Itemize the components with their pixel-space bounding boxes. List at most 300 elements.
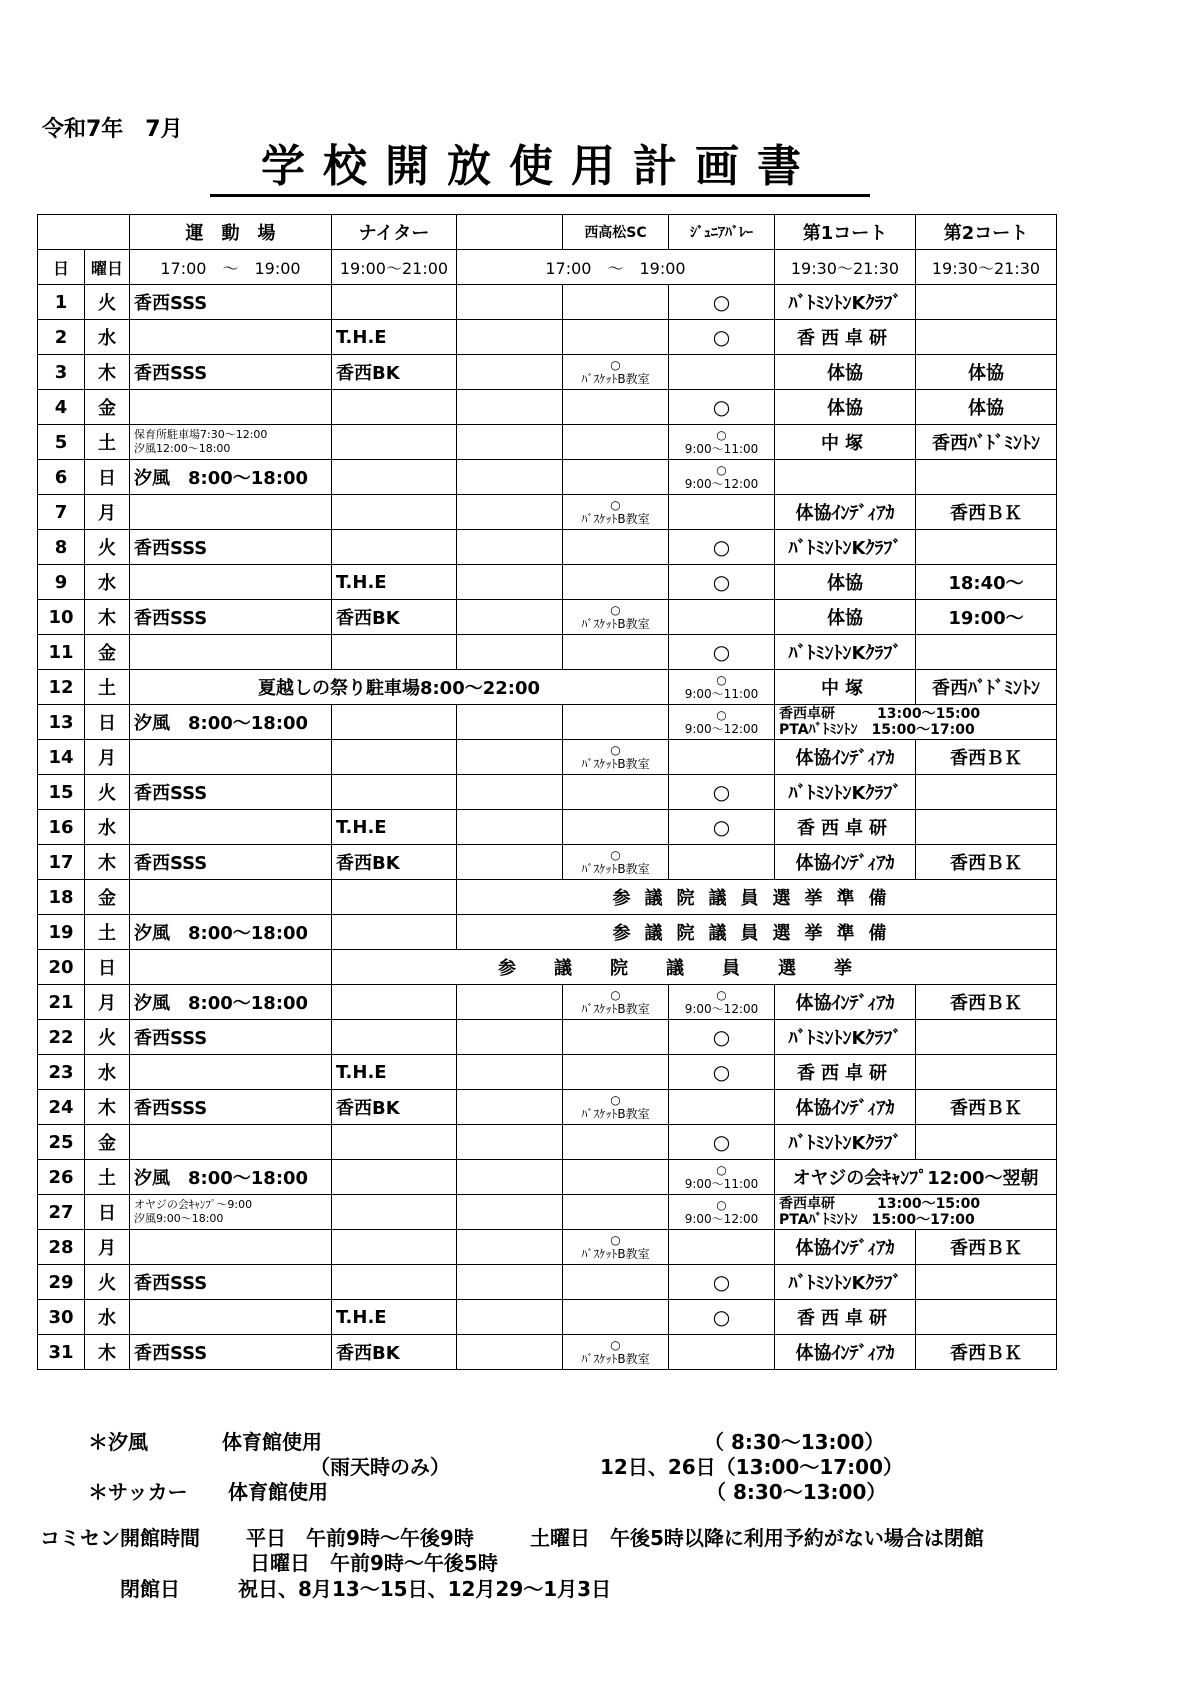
court-line: 香西卓研 13:00～15:00 bbox=[779, 1196, 981, 1212]
circle-mark: ○ bbox=[712, 1305, 731, 1329]
day-of-week: 水 bbox=[85, 1300, 130, 1335]
court1-cell: ﾊﾞﾄﾐﾝﾄﾝKｸﾗﾌﾞ bbox=[775, 1020, 916, 1055]
note-shiokaze-use: 体育館使用 bbox=[222, 1430, 322, 1454]
note-sunday: 日曜日 午前9時～午後5時 bbox=[250, 1551, 498, 1575]
day-number: 18 bbox=[38, 880, 85, 915]
day-number: 28 bbox=[38, 1230, 85, 1265]
note-weekday: 平日 午前9時～午後9時 bbox=[246, 1526, 474, 1550]
undojo-cell: 汐風 8:00～18:00 bbox=[130, 460, 332, 495]
table-row bbox=[38, 950, 1057, 985]
court2-cell bbox=[916, 1020, 1057, 1055]
court1-cell: 体協 bbox=[775, 355, 916, 390]
day-number: 4 bbox=[38, 390, 85, 425]
naita-cell bbox=[332, 285, 457, 320]
day-number: 29 bbox=[38, 1265, 85, 1300]
circle-mark: ○ bbox=[712, 395, 731, 419]
junior-cell bbox=[669, 1055, 775, 1090]
table-row bbox=[38, 740, 1057, 775]
undojo-cell bbox=[130, 880, 332, 915]
note-soccer-time: （ 8:30～13:00） bbox=[706, 1480, 887, 1504]
circle-mark: ○ bbox=[712, 325, 731, 349]
page-title: 学校開放使用計画書 bbox=[210, 140, 870, 197]
nishitakamatsu-cell bbox=[563, 495, 669, 530]
nishitakamatsu-cell bbox=[563, 810, 669, 845]
court2-cell: 香西ＢＫ bbox=[916, 495, 1057, 530]
court2-cell: 香西ﾊﾞﾄﾞﾐﾝﾄﾝ bbox=[916, 425, 1057, 460]
blank-cell bbox=[457, 740, 563, 775]
blank-cell bbox=[457, 1090, 563, 1125]
col-nishitakamatsu: 西高松SC bbox=[563, 215, 669, 250]
junior-cell bbox=[669, 635, 775, 670]
table-row bbox=[38, 1160, 1057, 1195]
junior-cell bbox=[669, 1195, 775, 1230]
day-number: 10 bbox=[38, 600, 85, 635]
nishitakamatsu-cell bbox=[563, 425, 669, 460]
circle-mark: ○ bbox=[610, 743, 621, 757]
day-of-week: 金 bbox=[85, 880, 130, 915]
court1-cell: 香西卓研 bbox=[775, 810, 916, 845]
note-soccer-label: ＊サッカー bbox=[88, 1480, 188, 1504]
day-of-week: 金 bbox=[85, 635, 130, 670]
junior-cell bbox=[669, 670, 775, 705]
junior-cell bbox=[669, 565, 775, 600]
nishitakamatsu-cell bbox=[563, 705, 669, 740]
junior-time: 9:00～12:00 bbox=[684, 1212, 759, 1226]
nishitakamatsu-cell bbox=[563, 1090, 669, 1125]
junior-cell bbox=[669, 1020, 775, 1055]
junior-cell bbox=[669, 985, 775, 1020]
blank-cell bbox=[457, 565, 563, 600]
undojo-cell bbox=[130, 1230, 332, 1265]
nishitakamatsu-cell bbox=[563, 355, 669, 390]
table-row bbox=[38, 460, 1057, 495]
circle-mark: ○ bbox=[712, 570, 731, 594]
blank-cell bbox=[457, 775, 563, 810]
table-row bbox=[38, 705, 1057, 740]
naita-cell bbox=[332, 705, 457, 740]
naita-cell: T.H.E bbox=[332, 320, 457, 355]
naita-cell bbox=[332, 530, 457, 565]
court2-time: 19:30～21:30 bbox=[916, 250, 1057, 285]
court2-cell: 香西ＢＫ bbox=[916, 1090, 1057, 1125]
day-number: 16 bbox=[38, 810, 85, 845]
table-row bbox=[38, 775, 1057, 810]
nishitakamatsu-cell bbox=[563, 1125, 669, 1160]
junior-cell bbox=[669, 390, 775, 425]
circle-mark: ○ bbox=[610, 358, 621, 372]
junior-cell bbox=[669, 1090, 775, 1125]
undojo-cell: 香西SSS bbox=[130, 285, 332, 320]
undojo-cell bbox=[130, 635, 332, 670]
day-of-week: 土 bbox=[85, 670, 130, 705]
junior-cell bbox=[669, 1300, 775, 1335]
undojo-cell bbox=[130, 425, 332, 460]
table-row bbox=[38, 1195, 1057, 1230]
court1-cell: 体協 bbox=[775, 390, 916, 425]
blank-cell bbox=[457, 425, 563, 460]
circle-mark: ○ bbox=[610, 1093, 621, 1107]
day-number: 11 bbox=[38, 635, 85, 670]
basket-label: ﾊﾞｽｹｯﾄB教室 bbox=[581, 1107, 650, 1121]
col-blank bbox=[457, 215, 563, 250]
gym-time: 17:00 ～ 19:00 bbox=[457, 250, 775, 285]
court1-cell: 中塚 bbox=[775, 425, 916, 460]
blank-cell bbox=[457, 635, 563, 670]
junior-cell bbox=[669, 355, 775, 390]
note-rain: （雨天時のみ） bbox=[310, 1455, 450, 1479]
nishitakamatsu-cell bbox=[563, 1195, 669, 1230]
court2-cell: 体協 bbox=[916, 390, 1057, 425]
table-row bbox=[38, 1090, 1057, 1125]
day-of-week: 水 bbox=[85, 565, 130, 600]
nishitakamatsu-cell bbox=[563, 1300, 669, 1335]
court1-cell: ﾊﾞﾄﾐﾝﾄﾝKｸﾗﾌﾞ bbox=[775, 635, 916, 670]
table-row bbox=[38, 285, 1057, 320]
undojo-line: 汐風12:00～18:00 bbox=[134, 442, 231, 455]
table-row bbox=[38, 390, 1057, 425]
junior-cell bbox=[669, 775, 775, 810]
circle-mark: ○ bbox=[610, 1233, 621, 1247]
court1-cell: 香西卓研 bbox=[775, 320, 916, 355]
day-number: 17 bbox=[38, 845, 85, 880]
circle-mark: ○ bbox=[712, 780, 731, 804]
naita-cell bbox=[332, 1265, 457, 1300]
day-number: 24 bbox=[38, 1090, 85, 1125]
header-row bbox=[38, 215, 1057, 250]
undojo-cell: 香西SSS bbox=[130, 1335, 332, 1370]
undojo-cell bbox=[130, 320, 332, 355]
court-line: PTAﾊﾞﾄﾐﾝﾄﾝ 15:00～17:00 bbox=[779, 1212, 975, 1228]
circle-mark: ○ bbox=[610, 498, 621, 512]
naita-cell bbox=[332, 1125, 457, 1160]
day-of-week: 火 bbox=[85, 530, 130, 565]
junior-cell bbox=[669, 495, 775, 530]
naita-cell bbox=[332, 1195, 457, 1230]
blank-cell bbox=[457, 1265, 563, 1300]
court1-cell: ﾊﾞﾄﾐﾝﾄﾝKｸﾗﾌﾞ bbox=[775, 285, 916, 320]
basket-label: ﾊﾞｽｹｯﾄB教室 bbox=[581, 862, 650, 876]
day-of-week: 水 bbox=[85, 1055, 130, 1090]
undojo-cell bbox=[130, 1055, 332, 1090]
circle-mark: ○ bbox=[610, 988, 621, 1002]
junior-time: 9:00～12:00 bbox=[684, 1002, 759, 1016]
undojo-cell: 香西SSS bbox=[130, 1020, 332, 1055]
court1-cell: 体協 bbox=[775, 565, 916, 600]
senkyo-junbi-cell: 参議院議員選挙準備 bbox=[457, 915, 1057, 950]
undojo-cell: 汐風 8:00～18:00 bbox=[130, 915, 332, 950]
day-number: 19 bbox=[38, 915, 85, 950]
day-of-week: 土 bbox=[85, 915, 130, 950]
court-span-cell: オヤジの会ｷｬﾝﾌﾟ12:00～翌朝 bbox=[775, 1160, 1057, 1195]
naita-cell bbox=[332, 425, 457, 460]
table-row bbox=[38, 1300, 1057, 1335]
day-of-week: 水 bbox=[85, 320, 130, 355]
day-number: 1 bbox=[38, 285, 85, 320]
day-number: 30 bbox=[38, 1300, 85, 1335]
table-row bbox=[38, 355, 1057, 390]
day-header: 日 bbox=[38, 250, 85, 285]
blank-cell bbox=[457, 320, 563, 355]
note-rain-time: 12日、26日（13:00～17:00） bbox=[600, 1455, 903, 1479]
junior-cell bbox=[669, 530, 775, 565]
day-of-week: 木 bbox=[85, 1090, 130, 1125]
court2-cell bbox=[916, 530, 1057, 565]
naita-cell bbox=[332, 1020, 457, 1055]
blank-cell bbox=[457, 1160, 563, 1195]
nishitakamatsu-cell bbox=[563, 635, 669, 670]
nishitakamatsu-cell bbox=[563, 530, 669, 565]
era-month: 令和7年 7月 bbox=[42, 117, 183, 142]
nishitakamatsu-cell bbox=[563, 1160, 669, 1195]
day-of-week: 木 bbox=[85, 845, 130, 880]
court2-cell bbox=[916, 1265, 1057, 1300]
day-of-week: 金 bbox=[85, 390, 130, 425]
nishitakamatsu-cell bbox=[563, 985, 669, 1020]
circle-mark: ○ bbox=[610, 603, 621, 617]
nishitakamatsu-cell bbox=[563, 1020, 669, 1055]
court2-cell bbox=[916, 775, 1057, 810]
court2-cell: 体協 bbox=[916, 355, 1057, 390]
undojo-cell: 香西SSS bbox=[130, 845, 332, 880]
court1-cell: 体協ｲﾝﾃﾞｨｱｶ bbox=[775, 1090, 916, 1125]
day-of-week: 水 bbox=[85, 810, 130, 845]
blank-cell bbox=[457, 1020, 563, 1055]
naita-cell bbox=[332, 460, 457, 495]
day-of-week: 火 bbox=[85, 1020, 130, 1055]
nishitakamatsu-cell bbox=[563, 775, 669, 810]
day-number: 14 bbox=[38, 740, 85, 775]
court1-cell: 体協ｲﾝﾃﾞｨｱｶ bbox=[775, 985, 916, 1020]
court2-cell: 香西ＢＫ bbox=[916, 1230, 1057, 1265]
note-soccer-use: 体育館使用 bbox=[228, 1480, 328, 1504]
nishitakamatsu-cell bbox=[563, 1265, 669, 1300]
nishitakamatsu-cell bbox=[563, 1230, 669, 1265]
blank-cell bbox=[457, 1230, 563, 1265]
court1-time: 19:30～21:30 bbox=[775, 250, 916, 285]
undojo-cell: 香西SSS bbox=[130, 355, 332, 390]
junior-cell bbox=[669, 845, 775, 880]
table-row bbox=[38, 985, 1057, 1020]
senkyo-junbi-cell: 参議院議員選挙準備 bbox=[457, 880, 1057, 915]
day-of-week: 木 bbox=[85, 355, 130, 390]
nishitakamatsu-cell bbox=[563, 285, 669, 320]
naita-cell bbox=[332, 985, 457, 1020]
table-row bbox=[38, 495, 1057, 530]
schedule-table bbox=[37, 214, 1057, 1370]
nishitakamatsu-cell bbox=[563, 390, 669, 425]
junior-cell bbox=[669, 705, 775, 740]
senkyo-cell: 参議院議員選挙 bbox=[332, 950, 1057, 985]
nishitakamatsu-cell bbox=[563, 460, 669, 495]
empty-cell bbox=[332, 880, 457, 915]
blank-cell bbox=[457, 1055, 563, 1090]
day-of-week: 月 bbox=[85, 495, 130, 530]
circle-mark: ○ bbox=[712, 640, 731, 664]
day-number: 12 bbox=[38, 670, 85, 705]
undojo-line: 保育所駐車場7:30～12:00 bbox=[134, 428, 268, 441]
day-number: 6 bbox=[38, 460, 85, 495]
court1-cell: 香西卓研 bbox=[775, 1055, 916, 1090]
circle-mark: ○ bbox=[716, 1198, 727, 1212]
blank-cell bbox=[457, 1125, 563, 1160]
table-row bbox=[38, 425, 1057, 460]
subheader-row bbox=[38, 250, 1057, 285]
junior-cell bbox=[669, 1230, 775, 1265]
junior-cell bbox=[669, 740, 775, 775]
court1-cell: 香西卓研 bbox=[775, 1300, 916, 1335]
junior-time: 9:00～12:00 bbox=[684, 477, 759, 491]
basket-label: ﾊﾞｽｹｯﾄB教室 bbox=[581, 757, 650, 771]
court-span-cell bbox=[775, 1195, 1057, 1230]
undojo-cell: 香西SSS bbox=[130, 1265, 332, 1300]
undojo-cell: 香西SSS bbox=[130, 1090, 332, 1125]
note-closed-label: 閉館日 bbox=[120, 1577, 180, 1601]
table-row bbox=[38, 530, 1057, 565]
table-row bbox=[38, 635, 1057, 670]
day-number: 3 bbox=[38, 355, 85, 390]
naita-cell bbox=[332, 740, 457, 775]
day-of-week: 日 bbox=[85, 950, 130, 985]
day-number: 31 bbox=[38, 1335, 85, 1370]
junior-time: 9:00～12:00 bbox=[684, 722, 759, 736]
court1-cell: 体協ｲﾝﾃﾞｨｱｶ bbox=[775, 1230, 916, 1265]
day-number: 21 bbox=[38, 985, 85, 1020]
day-of-week: 日 bbox=[85, 460, 130, 495]
court-line: PTAﾊﾞﾄﾐﾝﾄﾝ 15:00～17:00 bbox=[779, 722, 975, 738]
undojo-cell: 香西SSS bbox=[130, 775, 332, 810]
note-shiokaze-label: ＊汐風 bbox=[88, 1430, 148, 1454]
naita-cell: 香西BK bbox=[332, 600, 457, 635]
circle-mark: ○ bbox=[716, 428, 727, 442]
naita-time: 19:00～21:00 bbox=[332, 250, 457, 285]
nishitakamatsu-cell bbox=[563, 600, 669, 635]
blank-cell bbox=[457, 810, 563, 845]
empty-cell bbox=[130, 950, 332, 985]
day-of-week: 火 bbox=[85, 1265, 130, 1300]
table-row bbox=[38, 600, 1057, 635]
naita-cell bbox=[332, 775, 457, 810]
note-shiokaze-time: （ 8:30～13:00） bbox=[704, 1430, 885, 1454]
note-closed-days: 祝日、8月13～15日、12月29～1月3日 bbox=[238, 1577, 612, 1601]
court2-cell: 香西ＢＫ bbox=[916, 845, 1057, 880]
empty-cell bbox=[332, 915, 457, 950]
court1-cell: ﾊﾞﾄﾐﾝﾄﾝKｸﾗﾌﾞ bbox=[775, 775, 916, 810]
court1-cell: ﾊﾞﾄﾐﾝﾄﾝKｸﾗﾌﾞ bbox=[775, 1265, 916, 1300]
court-line: 香西卓研 13:00～15:00 bbox=[779, 706, 981, 722]
undojo-cell: 汐風 8:00～18:00 bbox=[130, 705, 332, 740]
circle-mark: ○ bbox=[712, 1025, 731, 1049]
undojo-line: オヤジの会ｷｬﾝﾌﾟ～9:00 bbox=[134, 1198, 253, 1211]
junior-time: 9:00～11:00 bbox=[684, 442, 759, 456]
day-of-week: 火 bbox=[85, 285, 130, 320]
naita-cell bbox=[332, 495, 457, 530]
naita-cell: 香西BK bbox=[332, 845, 457, 880]
basket-label: ﾊﾞｽｹｯﾄB教室 bbox=[581, 372, 650, 386]
blank-cell bbox=[457, 390, 563, 425]
day-of-week: 日 bbox=[85, 705, 130, 740]
undojo-cell bbox=[130, 740, 332, 775]
circle-mark: ○ bbox=[716, 1163, 727, 1177]
day-number: 23 bbox=[38, 1055, 85, 1090]
basket-label: ﾊﾞｽｹｯﾄB教室 bbox=[581, 1352, 650, 1366]
blank-cell bbox=[457, 985, 563, 1020]
nishitakamatsu-cell bbox=[563, 1055, 669, 1090]
circle-mark: ○ bbox=[712, 1270, 731, 1294]
note-comisen: コミセン開館時間 bbox=[40, 1526, 200, 1550]
table-row bbox=[38, 915, 1057, 950]
nishitakamatsu-cell bbox=[563, 740, 669, 775]
undojo-cell: 汐風 8:00～18:00 bbox=[130, 985, 332, 1020]
undojo-cell bbox=[130, 565, 332, 600]
day-number: 15 bbox=[38, 775, 85, 810]
court2-cell bbox=[916, 635, 1057, 670]
blank-cell bbox=[457, 845, 563, 880]
day-of-week: 日 bbox=[85, 1195, 130, 1230]
note-saturday: 土曜日 午後5時以降に利用予約がない場合は閉館 bbox=[530, 1526, 984, 1550]
court-span-cell bbox=[775, 705, 1057, 740]
blank-cell bbox=[457, 530, 563, 565]
table-row bbox=[38, 1020, 1057, 1055]
junior-cell bbox=[669, 320, 775, 355]
court1-cell: ﾊﾞﾄﾐﾝﾄﾝKｸﾗﾌﾞ bbox=[775, 530, 916, 565]
undojo-cell: 汐風 8:00～18:00 bbox=[130, 1160, 332, 1195]
naita-cell: 香西BK bbox=[332, 1090, 457, 1125]
day-number: 25 bbox=[38, 1125, 85, 1160]
junior-cell bbox=[669, 600, 775, 635]
col-naita: ナイター bbox=[332, 215, 457, 250]
naita-cell bbox=[332, 1160, 457, 1195]
nishitakamatsu-cell bbox=[563, 565, 669, 600]
undojo-cell bbox=[130, 1195, 332, 1230]
day-number: 13 bbox=[38, 705, 85, 740]
junior-cell bbox=[669, 285, 775, 320]
nishitakamatsu-cell bbox=[563, 320, 669, 355]
junior-cell bbox=[669, 1160, 775, 1195]
circle-mark: ○ bbox=[712, 815, 731, 839]
table-row bbox=[38, 1265, 1057, 1300]
day-of-week: 金 bbox=[85, 1125, 130, 1160]
court1-cell: 中塚 bbox=[775, 670, 916, 705]
undojo-cell: 香西SSS bbox=[130, 530, 332, 565]
blank-cell bbox=[457, 285, 563, 320]
undojo-cell bbox=[130, 1125, 332, 1160]
blank-cell bbox=[457, 1300, 563, 1335]
naita-cell: T.H.E bbox=[332, 1300, 457, 1335]
day-number: 27 bbox=[38, 1195, 85, 1230]
day-number: 26 bbox=[38, 1160, 85, 1195]
undojo-cell bbox=[130, 495, 332, 530]
court1-cell: 体協ｲﾝﾃﾞｨｱｶ bbox=[775, 1335, 916, 1370]
circle-mark: ○ bbox=[716, 708, 727, 722]
day-of-week: 火 bbox=[85, 775, 130, 810]
junior-cell bbox=[669, 460, 775, 495]
court1-cell: ﾊﾞﾄﾐﾝﾄﾝKｸﾗﾌﾞ bbox=[775, 1125, 916, 1160]
blank-cell bbox=[457, 1335, 563, 1370]
court2-cell: 香西ＢＫ bbox=[916, 1335, 1057, 1370]
circle-mark: ○ bbox=[610, 1338, 621, 1352]
blank-cell bbox=[457, 600, 563, 635]
naita-cell bbox=[332, 390, 457, 425]
table-row bbox=[38, 845, 1057, 880]
day-of-week: 土 bbox=[85, 1160, 130, 1195]
court1-cell: 体協ｲﾝﾃﾞｨｱｶ bbox=[775, 740, 916, 775]
court2-cell bbox=[916, 320, 1057, 355]
court1-cell: 体協 bbox=[775, 600, 916, 635]
day-number: 2 bbox=[38, 320, 85, 355]
undojo-line: 汐風9:00～18:00 bbox=[134, 1212, 224, 1225]
day-of-week: 月 bbox=[85, 740, 130, 775]
naita-cell: 香西BK bbox=[332, 355, 457, 390]
